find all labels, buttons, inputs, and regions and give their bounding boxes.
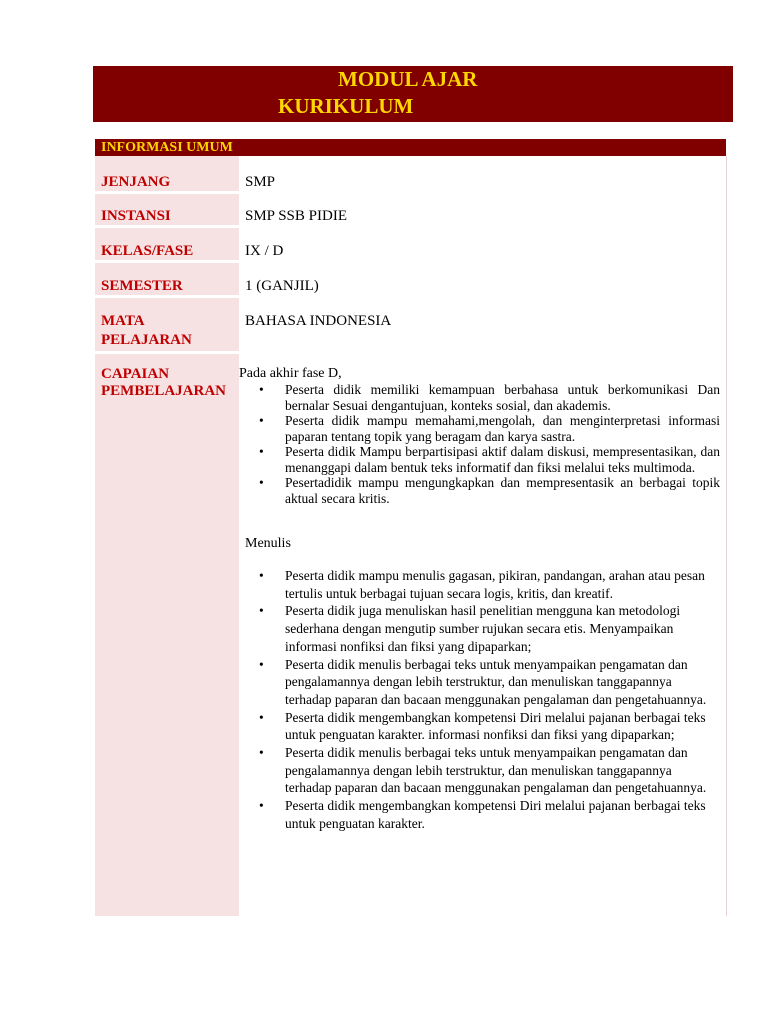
value-mata-pelajaran: BAHASA INDONESIA xyxy=(245,313,392,329)
value-semester: 1 (GANJIL) xyxy=(245,278,319,294)
label-instansi: INSTANSI xyxy=(101,208,171,224)
bullet-icon: • xyxy=(259,475,264,490)
value-jenjang: SMP xyxy=(245,174,276,190)
list-item xyxy=(239,567,720,602)
label-capaian-line1: CAPAIAN xyxy=(101,366,170,382)
bullet-text: Peserta didik mampu memahami,mengolah, dan menginterpretasi informasi paparan tentang topik yang beragam dan karya sastra. xyxy=(285,413,720,444)
list-item xyxy=(239,709,720,744)
bullet-text: Peserta didik memiliki kemampuan berbahasa untuk berkomunikasi Dan bernalar Sesuai dengantujuan, konteks sosial, dan akademis. xyxy=(285,382,720,413)
capaian-intro: Pada akhir fase D, xyxy=(239,366,342,381)
bullet-icon: • xyxy=(259,709,264,725)
section-title-informasi-umum: INFORMASI UMUM xyxy=(95,139,726,156)
bullet-icon: • xyxy=(259,656,264,672)
bullet-text: Peserta didik mengembangkan kompetensi Diri melalui pajanan berbagai teks untuk penguatan karakter. informasi nonfiksi dan fiksi yang dipaparkan; xyxy=(285,709,706,743)
bullet-text: Peserta didik Mampu berpartisipasi aktif dalam diskusi, mempresentasikan, dan menanggapi dalam bentuk teks informatif dan fiksi melalui teks multimoda. xyxy=(285,444,720,475)
bullet-text: Pesertadidik mampu mengungkapkan dan mempresentasik an berbagai topik aktual secara kritis. xyxy=(285,475,720,506)
bullet-icon: • xyxy=(259,382,264,397)
row-divider xyxy=(95,351,239,354)
table-right-border xyxy=(726,156,727,916)
list-item xyxy=(239,413,720,444)
bullet-text: Peserta didik menulis berbagai teks untuk menyampaikan pengamatan dan pengalamannya dengan lebih terstruktur, dan menuliskan tanggapannya terhadap paparan dan bacaan menggunakan pengalaman dan pengetahuannya. xyxy=(285,656,707,707)
bullet-icon: • xyxy=(259,413,264,428)
capaian-bullet-list xyxy=(239,382,720,506)
label-jenjang: JENJANG xyxy=(101,174,171,190)
header-title-line1: MODUL AJAR xyxy=(338,67,478,91)
label-column xyxy=(95,156,239,916)
list-item xyxy=(239,656,720,709)
value-kelas-fase: IX / D xyxy=(245,243,284,259)
list-item xyxy=(239,602,720,655)
bullet-icon: • xyxy=(259,798,264,814)
list-item xyxy=(239,797,720,832)
menulis-heading: Menulis xyxy=(245,536,291,551)
list-item xyxy=(239,382,720,413)
value-instansi: SMP SSB PIDIE xyxy=(245,208,347,224)
list-item xyxy=(239,744,720,797)
bullet-text: Peserta didik juga menuliskan hasil penelitian mengguna kan metodologi sederhana dengan mengutip sumber rujukan secara etis. Menyampaikan informasi nonfiksi dan fiksi yang dipaparkan; xyxy=(285,603,681,654)
menulis-bullet-list xyxy=(239,567,720,833)
bullet-icon: • xyxy=(259,568,264,583)
label-semester: SEMESTER xyxy=(101,278,183,294)
bullet-text: Peserta didik menulis berbagai teks untuk menyampaikan pengamatan dan pengalamannya dengan lebih terstruktur, dan menuliskan tanggapannya terhadap paparan dan bacaan menggunakan pengalaman dan pengetahuannya. xyxy=(285,745,707,796)
document-header xyxy=(93,66,733,122)
label-mata-pelajaran-line2: PELAJARAN xyxy=(101,332,192,348)
label-kelas-fase: KELAS/FASE xyxy=(101,243,194,259)
bullet-icon: • xyxy=(259,444,264,459)
bullet-text: Peserta didik mampu menulis gagasan, pikiran, pandangan, arahan atau pesan tertulis untuk berbagai tujuan secara logis, kritis, dan kreatif. xyxy=(285,568,705,601)
bullet-icon: • xyxy=(259,603,264,619)
label-capaian-line2: PEMBELAJARAN xyxy=(101,383,227,399)
header-title-line2: KURIKULUM xyxy=(278,94,414,118)
bullet-icon: • xyxy=(259,745,264,761)
list-item xyxy=(239,475,720,506)
bullet-text: Peserta didik mengembangkan kompetensi Diri melalui pajanan berbagai teks untuk penguatan karakter. xyxy=(285,798,706,831)
label-mata-pelajaran-line1: MATA xyxy=(101,313,145,329)
list-item xyxy=(239,444,720,475)
